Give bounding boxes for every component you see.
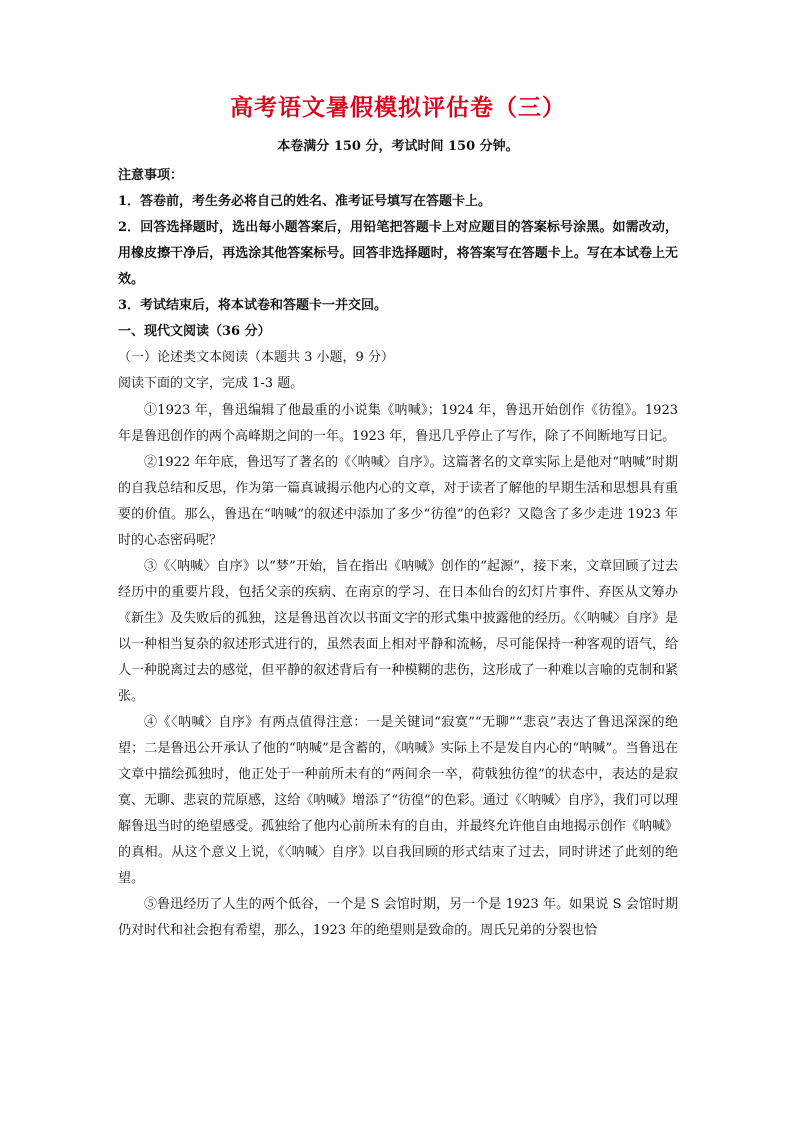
exam-page: [118, 92, 678, 944]
note-item-3: 3．考试结束后，将本试卷和答题卡一并交回。: [118, 298, 388, 313]
note-item-2: 2．回答选择题时，选出每小题答案后，用铅笔把答题卡上对应题目的答案标号涂黑。如需改动，用橡皮擦干净后，再选涂其他答案标号。回答非选择题时，将答案写在答题卡上。写在本试卷上无效。: [118, 220, 678, 287]
passage-paragraph-5: ⑤鲁迅经历了人生的两个低谷，一个是 S 会馆时期，另一个是 1923 年。如果说 S 会馆时期仍对时代和社会抱有希望，那么，1923 年的绝望则是致命的。周氏兄弟的分裂也恰: [118, 897, 678, 938]
exam-title: 高考语文暑假模拟评估卷（三）: [230, 95, 566, 121]
passage-paragraph-4: ④《〈呐喊〉自序》有两点值得注意：一是关键词“寂寞”“无聊”“悲哀”表达了鲁迅深深的绝望；二是鲁迅公开承认了他的“呐喊”是含蓄的，《呐喊》实际上不是发自内心的“呐喊”。当鲁迅在文章中描绘孤独时，他正处于一种前所未有的“两间余一卒，荷戟独彷徨”的状态中，表达的是寂寞、无聊、悲哀的荒原感，这给《呐喊》增添了“彷徨”的色彩。通过《〈呐喊〉自序》，我们可以理解鲁迅当时的绝望感受。孤独给了他内心前所未有的自由，并最终允许他自由地揭示创作《呐喊》的真相。从这个意义上说，《〈呐喊〉自序》以自我回顾的形式结束了过去，同时讲述了此刻的绝望。: [118, 715, 678, 886]
passage-paragraph-2: ②1922 年年底，鲁迅写了著名的《〈呐喊〉自序》。这篇著名的文章实际上是他对“呐喊”时期的自我总结和反思，作为第一篇真诚揭示他内心的文章，对于读者了解他的早期生活和思想具有重要的价值。那么，鲁迅在“呐喊”的叙述中添加了多少“彷徨”的色彩？又隐含了多少走进 1923 年时的心态密码呢？: [118, 455, 678, 548]
section-heading: 一、现代文阅读（36 分）: [118, 324, 271, 339]
notes-section: [118, 163, 678, 319]
section-instruction: 阅读下面的文字，完成 1-3 题。: [118, 376, 304, 391]
notes-heading: 注意事项：: [118, 168, 184, 183]
reading-section: [118, 319, 678, 397]
passage-paragraph-3: ③《〈呐喊〉自序》以“梦”开始，旨在指出《呐喊》创作的“起源”，接下来，文章回顾了过去经历中的重要片段，包括父亲的疾病、在南京的学习、在日本仙台的幻灯片事件、弃医从文筹办《新生》及失败后的孤独，这是鲁迅首次以书面文字的形式集中披露他的经历。《〈呐喊〉自序》是以一种相当复杂的叙述形式进行的，虽然表面上相对平静和流畅，尽可能保持一种客观的语气，给人一种脱离过去的感觉，但平静的叙述背后有一种模糊的悲伤，这形成了一种难以言喻的克制和紧张。: [118, 559, 678, 704]
passage: [118, 398, 678, 944]
exam-subtitle: 本卷满分 150 分，考试时间 150 分钟。: [277, 139, 519, 154]
section-subheading: （一）论述类文本阅读（本题共 3 小题，9 分）: [118, 350, 394, 365]
note-item-1: 1．答卷前，考生务必将自己的姓名、准考证号填写在答题卡上。: [118, 194, 492, 209]
passage-paragraph-1: ①1923 年，鲁迅编辑了他最重的小说集《呐喊》；1924 年，鲁迅开始创作《彷徨》。1923 年是鲁迅创作的两个高峰期之间的一年。1923 年，鲁迅几乎停止了写作，除了不间断地写日记。: [118, 403, 678, 444]
